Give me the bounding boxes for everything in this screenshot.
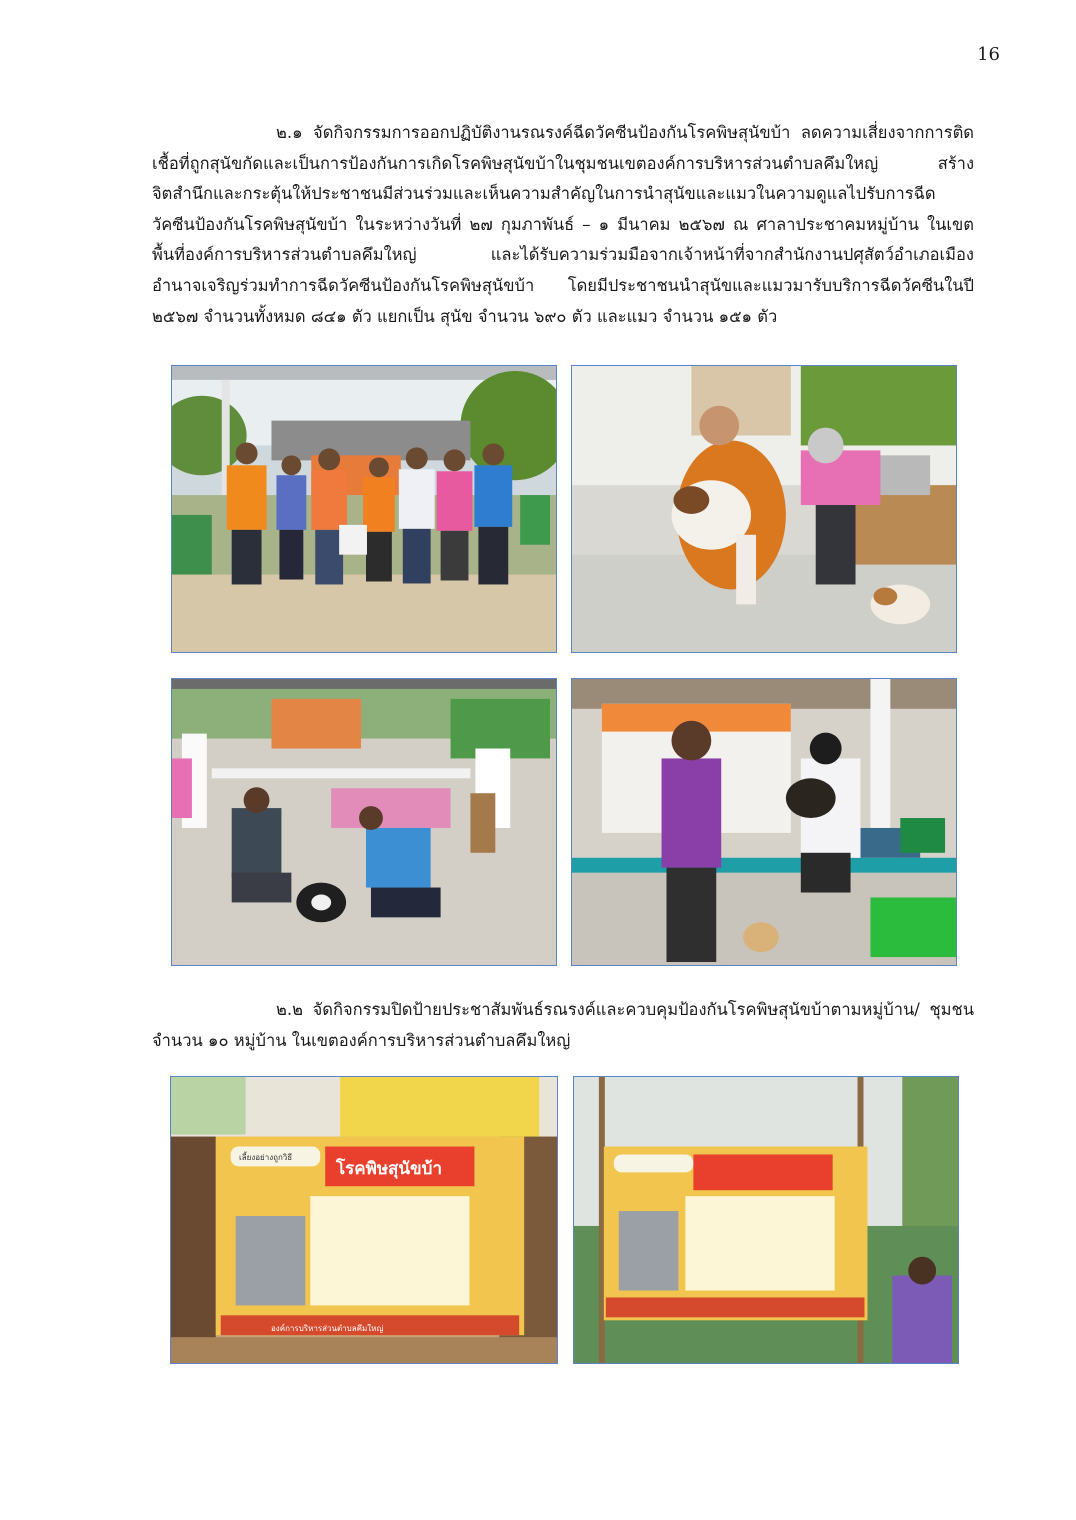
banner-sponsor: องค์การบริหารส่วนตำบลคึมใหญ่ [271, 1324, 384, 1333]
photo-banner-wall [170, 1076, 558, 1364]
photo-field-dog-vaccination [171, 678, 557, 966]
page-number: 16 [977, 44, 1000, 65]
photo-officials-group [171, 365, 557, 653]
paragraph-2-2: ๒.๒ จัดกิจกรรมปิดป้ายประชาสัมพันธ์รณรงค์และควบคุมป้องกันโรคพิษสุนัขบ้าตามหมู่บ้าน/ ชุมชน จำนวน ๑๐ หมู่บ้าน ในเขตองค์การบริหารส่วนตำบลคึมใหญ่ [152, 1000, 974, 1050]
paragraph-2-1: ๒.๑ จัดกิจกรรมการออกปฏิบัติงานรณรงค์ฉีดวัคซีนป้องกันโรคพิษสุนัขบ้า ลดความเสี่ยงจากการติดเชื้อที่ถูกสุนัขกัดและเป็นการป้องกันการเกิดโรคพิษสุนัขบ้าในชุมชนเขตองค์การบริหารส่วนตำบลคึมใหญ่ สร้างจิตสำนึกและกระตุ้นให้ประชาชนมีส่วนร่วมและเห็นความสำคัญในการนำสุนัขและแมวในความดูแลไปรับการฉีดวัคซีนป้องกันโรคพิษสุนัขบ้า ในระหว่างวันที่ ๒๗ กุมภาพันธ์ – ๑ มีนาคม ๒๕๖๗ ณ ศาลาประชาคมหมู่บ้าน ในเขตพื้นที่องค์การบริหารส่วนตำบลคึมใหญ่ และได้รับความร่วมมือจากเจ้าหน้าที่จากสำนักงานปศุสัตว์อำเภอเมืองอำนาจเจริญร่วมทำการฉีดวัคซีนป้องกันโรคพิษสุนัขบ้า โดยมีประชาชนนำสุนัขและแมวมารับบริการฉีดวัคซีนในปี ๒๕๖๗ จำนวนทั้งหมด ๘๔๑ ตัว แยกเป็น สุนัข จำนวน ๖๙๐ ตัว และแมว จำนวน ๑๕๑ ตัว [152, 123, 974, 326]
photo-banner-installation [573, 1076, 959, 1364]
banner-tagline: เลี้ยงอย่างถูกวิธี [239, 1153, 293, 1162]
photo-table-dog-vaccination [571, 678, 957, 966]
photo-monk-dog-vaccination [571, 365, 957, 653]
banner-headline: โรคพิษสุนัขบ้า [336, 1159, 443, 1179]
